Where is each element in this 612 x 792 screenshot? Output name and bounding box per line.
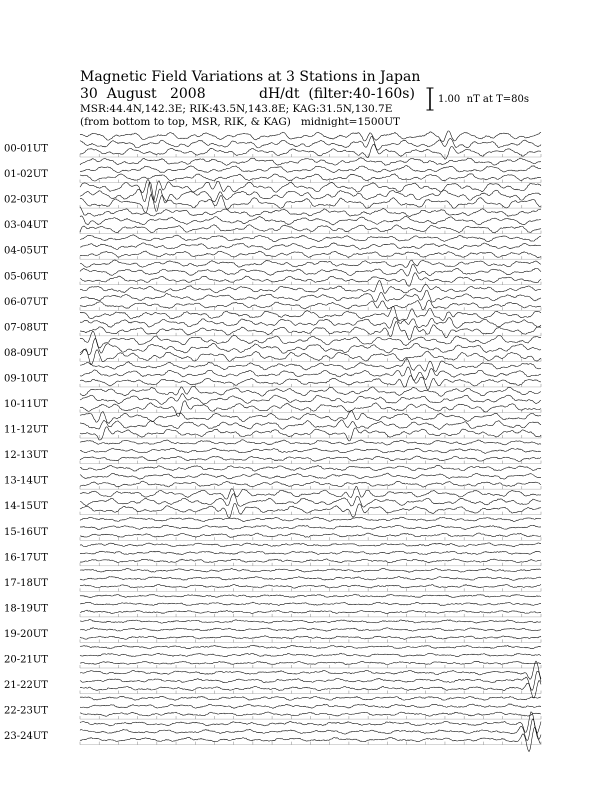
trace-rik [80, 628, 541, 632]
trace-rik [80, 317, 541, 328]
stations-line: MSR:44.4N,142.3E; RIK:43.5N,143.8E; KAG:31.5N,130.7E [80, 103, 393, 115]
row-label: 14-15UT [4, 501, 48, 513]
trace-msr [80, 349, 541, 364]
trace-rik [80, 473, 541, 479]
trace-rows [4, 131, 541, 752]
trace-msr [80, 427, 541, 441]
trace-rik [80, 448, 541, 453]
row-label: 01-02UT [4, 169, 48, 181]
trace-rik [80, 525, 541, 530]
trace-kag [80, 235, 541, 242]
trace-rik [80, 394, 541, 405]
trace-rik [80, 264, 541, 276]
row-label: 21-22UT [4, 680, 48, 692]
trace-msr [80, 661, 541, 664]
trace-msr [80, 584, 541, 588]
row-label: 08-09UT [4, 347, 48, 359]
trace-kag [80, 712, 541, 734]
chart-date-line: 30 August 2008 dH/dt (filter:40-160s) [80, 86, 415, 102]
trace-msr [80, 712, 541, 717]
trace-rik [80, 551, 541, 554]
trace-rik [80, 420, 541, 430]
row-label: 16-17UT [4, 552, 48, 564]
trace-msr [80, 559, 541, 563]
trace-msr [80, 727, 541, 752]
trace-msr [80, 636, 541, 640]
trace-msr [80, 503, 541, 517]
row-label: 22-23UT [4, 705, 48, 717]
trace-msr [80, 376, 541, 390]
row-label: 07-08UT [4, 322, 48, 334]
trace-kag [80, 157, 541, 165]
order-line: (from bottom to top, MSR, RIK, & KAG) midnight=1500UT [80, 116, 401, 128]
trace-msr [80, 680, 541, 698]
trace-rik [80, 494, 541, 507]
trace-rik [80, 704, 541, 709]
row-label: 10-11UT [4, 399, 48, 410]
trace-kag [80, 645, 541, 649]
trace-rik [80, 653, 541, 657]
row-label: 04-05UT [4, 245, 48, 257]
trace-kag [80, 696, 541, 700]
trace-rik [80, 602, 541, 605]
chart-title: Magnetic Field Variations at 3 Stations in Japan [80, 69, 421, 85]
trace-kag [80, 260, 541, 268]
trace-kag [80, 440, 541, 445]
trace-kag [80, 594, 541, 597]
row-label: 09-10UT [4, 373, 48, 385]
row-label: 12-13UT [4, 450, 48, 462]
trace-rik [80, 339, 541, 355]
row-label: 15-16UT [4, 526, 48, 538]
row-label: 23-24UT [4, 731, 48, 743]
trace-msr [80, 533, 541, 537]
trace-kag [80, 131, 541, 142]
trace-rik [80, 719, 541, 741]
row-label: 18-19UT [4, 603, 48, 615]
trace-msr [80, 251, 541, 258]
row-label: 02-03UT [4, 194, 48, 206]
trace-msr [80, 194, 541, 213]
trace-rik [80, 136, 541, 150]
row-label: 11-12UT [4, 424, 48, 436]
row-label: 03-04UT [4, 220, 48, 232]
trace-rik [80, 243, 541, 250]
trace-kag [80, 620, 541, 624]
trace-rik [80, 576, 541, 580]
trace-rik [80, 216, 541, 225]
trace-kag [80, 465, 541, 471]
trace-rik [80, 166, 541, 173]
row-label: 17-18UT [4, 577, 48, 589]
scale-label: 1.00 nT at T=80s [438, 94, 529, 105]
trace-msr [80, 610, 541, 614]
row-label: 20-21UT [4, 654, 48, 666]
row-label: 19-20UT [4, 628, 48, 640]
row-label: 00-01UT [4, 143, 48, 155]
trace-kag [80, 543, 541, 547]
row-label: 05-06UT [4, 271, 48, 283]
trace-rik [80, 367, 541, 381]
trace-kag [80, 386, 541, 396]
trace-kag [80, 517, 541, 522]
row-label: 06-07UT [4, 296, 48, 308]
trace-kag [80, 568, 541, 572]
trace-msr [80, 401, 541, 417]
row-label: 13-14UT [4, 475, 48, 487]
